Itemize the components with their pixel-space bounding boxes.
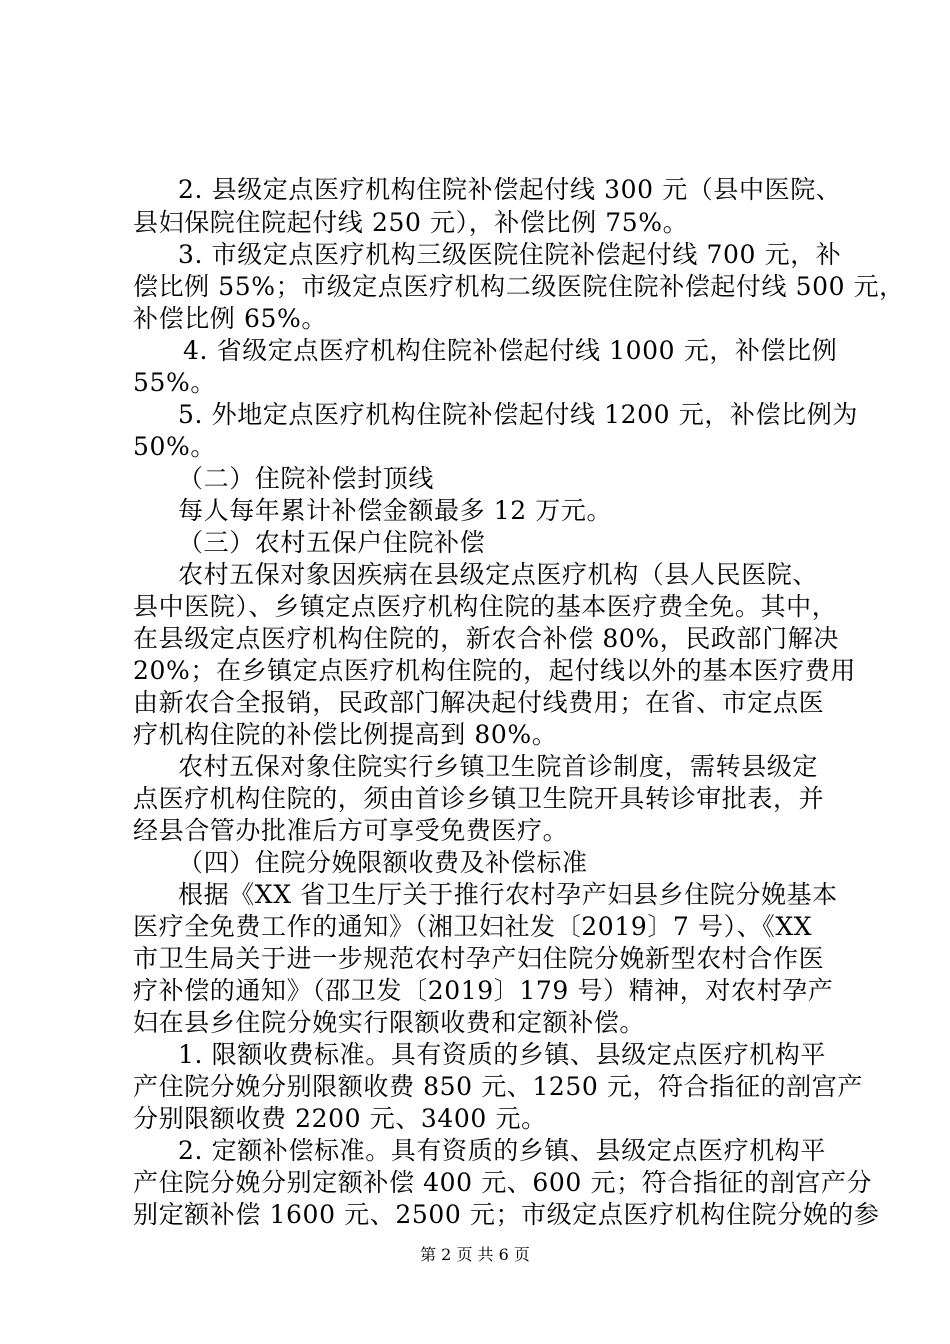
paragraph-line: 农村五保对象住院实行乡镇卫生院首诊制度，需转县级定	[178, 752, 819, 781]
paragraph-line: 在县级定点医疗机构住院的，新农合补偿 80%，民政部门解决	[133, 624, 839, 653]
paragraph-line: 偿比例 55%；市级定点医疗机构二级医院住院补偿起付线 500 元，	[133, 272, 905, 301]
page-number-footer: 第 2 页 共 6 页	[420, 1245, 530, 1264]
paragraph-line: 1. 限额收费标准。具有资质的乡镇、县级定点医疗机构平	[178, 1040, 827, 1069]
paragraph-line: 5. 外地定点医疗机构住院补偿起付线 1200 元，补偿比例为	[178, 400, 858, 429]
paragraph-line: 根据《XX 省卫生厅关于推行农村孕产妇县乡住院分娩基本	[178, 880, 838, 909]
paragraph-line: 产住院分娩分别定额补偿 400 元、600 元；符合指征的剖宫产分	[133, 1168, 873, 1197]
paragraph-line: 产住院分娩分别限额收费 850 元、1250 元，符合指征的剖宫产	[133, 1072, 863, 1101]
paragraph-line: 农村五保对象因疾病在县级定点医疗机构（县人民医院、	[178, 560, 819, 589]
paragraph-line: 别定额补偿 1600 元、2500 元；市级定点医疗机构住院分娩的参	[133, 1200, 880, 1229]
paragraph-line: 市卫生局关于进一步规范农村孕产妇住院分娩新型农村合作医	[133, 944, 825, 973]
paragraph-line: 疗机构住院的补偿比例提高到 80%。	[133, 720, 558, 749]
section-heading: （四）住院分娩限额收费及补偿标准	[178, 848, 588, 877]
paragraph-line: 分别限额收费 2200 元、3400 元。	[133, 1104, 547, 1133]
section-heading: （二）住院补偿封顶线	[178, 464, 435, 493]
paragraph-line: 点医疗机构住院的，须由首诊乡镇卫生院开具转诊审批表，并	[133, 784, 825, 813]
paragraph-line: 2. 县级定点医疗机构住院补偿起付线 300 元（县中医院、	[178, 175, 842, 204]
paragraph-line: 4. 省级定点医疗机构住院补偿起付线 1000 元，补偿比例	[183, 336, 838, 365]
paragraph-line: 2. 定额补偿标准。具有资质的乡镇、县级定点医疗机构平	[178, 1136, 827, 1165]
paragraph-line: 妇在县乡住院分娩实行限额收费和定额补偿。	[133, 1008, 646, 1037]
paragraph-line: 每人每年累计补偿金额最多 12 万元。	[178, 496, 613, 525]
paragraph-line: 补偿比例 65%。	[133, 304, 327, 333]
paragraph-line: 县中医院）、乡镇定点医疗机构住院的基本医疗费全免。其中，	[133, 592, 838, 621]
paragraph-line: 55%。	[133, 368, 216, 397]
paragraph-line: 经县合管办批准后方可享受免费医疗。	[133, 816, 569, 845]
paragraph-line: 20%；在乡镇定点医疗机构住院的，起付线以外的基本医疗费用	[133, 656, 856, 685]
paragraph-line: 疗补偿的通知》（邵卫发〔2019〕179 号）精神，对农村孕产	[133, 976, 834, 1005]
paragraph-line: 50%。	[133, 432, 216, 461]
paragraph-line: 医疗全免费工作的通知》（湘卫妇社发〔2019〕7 号）、《XX	[133, 912, 813, 941]
paragraph-line: 县妇保院住院起付线 250 元），补偿比例 75%。	[133, 208, 689, 237]
paragraph-line: 3. 市级定点医疗机构三级医院住院补偿起付线 700 元，补	[178, 240, 842, 269]
paragraph-line: 由新农合全报销，民政部门解决起付线费用；在省、市定点医	[133, 688, 825, 717]
section-heading: （三）农村五保户住院补偿	[178, 528, 486, 557]
